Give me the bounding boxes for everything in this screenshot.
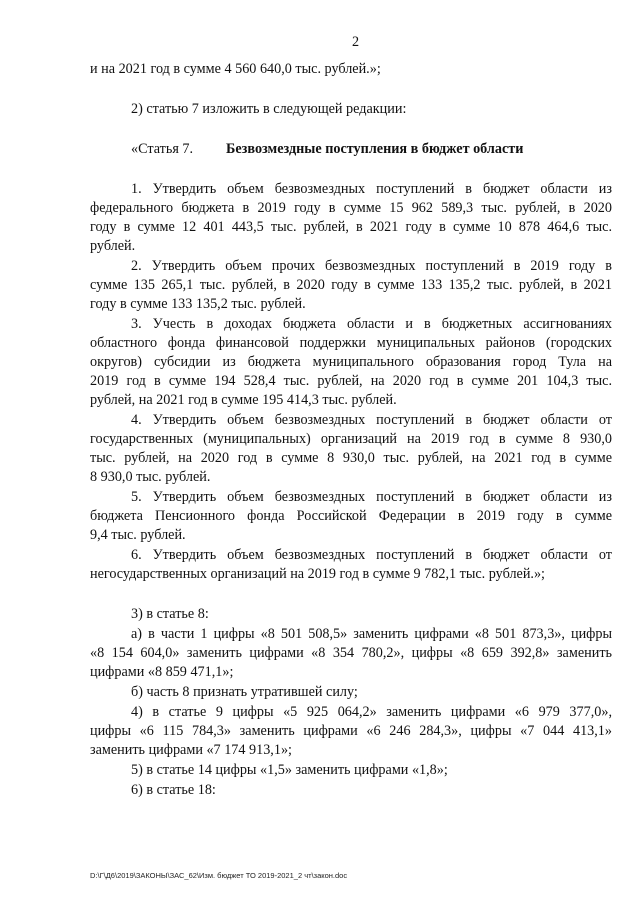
para-2-line-2: сумме 135 265,1 тыс. рублей, в 2020 году в сумме 133 135,2 тыс. рублей, в 2021	[90, 277, 612, 293]
para-1-line-2: федерального бюджета в 2019 году в сумме 15 962 589,3 тыс. рублей, в 2020	[90, 200, 612, 216]
item-3a-line-3: цифрами «8 859 471,1»;	[90, 664, 234, 680]
file-path-footer: D:\Г\Д6\2019\ЗАКОНЫ\ЗАС_62\Изм. бюджет ТО 2019-2021_2 чт\закон.doc	[90, 871, 348, 880]
para-6-line-2: негосударственных организаций на 2019 год в сумме 9 782,1 тыс. рублей.»;	[90, 566, 546, 582]
para-1-line-4: рублей.	[90, 238, 136, 254]
item-3: 3) в статье 8:	[131, 606, 209, 622]
para-5-line-1: 5. Утвердить объем безвозмездных поступлений в бюджет области из	[131, 489, 612, 505]
article-prefix: «Статья 7.	[131, 141, 194, 157]
para-5-line-3: 9,4 тыс. рублей.	[90, 527, 186, 543]
item-3a-line-2: «8 154 604,0» заменить цифрами «8 354 780,2», цифры «8 659 392,8» заменить	[90, 645, 612, 661]
para-4-line-4: 8 930,0 тыс. рублей.	[90, 469, 211, 485]
item-2-line: 2) статью 7 изложить в следующей редакции:	[131, 101, 407, 117]
para-1-line-3: году в сумме 12 401 443,5 тыс. рублей, в 2021 году в сумме 10 878 464,6 тыс.	[90, 219, 612, 235]
para-3-line-4: 2019 год в сумме 194 528,4 тыс. рублей, на 2020 год в сумме 201 104,3 тыс.	[90, 373, 612, 389]
para-4-line-2: государственных (муниципальных) организаций на 2019 год в сумме 8 930,0	[90, 431, 612, 447]
para-2-line-3: году в сумме 133 135,2 тыс. рублей.	[90, 296, 306, 312]
para-3-line-2: областного фонда финансовой поддержки муниципальных районов (городских	[90, 335, 612, 351]
para-6-line-1: 6. Утвердить объем безвозмездных поступлений в бюджет области от	[131, 547, 612, 563]
item-3a-line-1: а) в части 1 цифры «8 501 508,5» заменить цифрами «8 501 873,3», цифры	[131, 626, 612, 642]
intro-line: и на 2021 год в сумме 4 560 640,0 тыс. рублей.»;	[90, 61, 381, 77]
item-4-line-1: 4) в статье 9 цифры «5 925 064,2» заменить цифрами «6 979 377,0»,	[131, 704, 612, 720]
para-5-line-2: бюджета Пенсионного фонда Российской Федерации в 2019 году в сумме	[90, 508, 612, 524]
para-4-line-3: тыс. рублей, на 2020 год в сумме 8 930,0 тыс. рублей, на 2021 год в сумме	[90, 450, 612, 466]
item-4-line-3: заменить цифрами «7 174 913,1»;	[90, 742, 292, 758]
para-2-line-1: 2. Утвердить объем прочих безвозмездных поступлений в 2019 году в	[131, 258, 612, 274]
item-3b: б) часть 8 признать утратившей силу;	[131, 684, 358, 700]
item-6: 6) в статье 18:	[131, 782, 216, 798]
page-number: 2	[352, 34, 360, 50]
para-3-line-3: округов) субсидии из бюджета муниципального образования город Тула на	[90, 354, 612, 370]
para-4-line-1: 4. Утвердить объем безвозмездных поступлений в бюджет области от	[131, 412, 612, 428]
para-3-line-1: 3. Учесть в доходах бюджета области и в бюджетных ассигнованиях	[131, 316, 612, 332]
item-4-line-2: цифры «6 115 784,3» заменить цифрами «6 246 284,3», цифры «7 044 413,1»	[90, 723, 612, 739]
item-5: 5) в статье 14 цифры «1,5» заменить цифрами «1,8»;	[131, 762, 448, 778]
para-1-line-1: 1. Утвердить объем безвозмездных поступлений в бюджет области из	[131, 181, 612, 197]
para-3-line-5: рублей, на 2021 год в сумме 195 414,3 тыс. рублей.	[90, 392, 397, 408]
article-title: Безвозмездные поступления в бюджет области	[226, 141, 524, 157]
